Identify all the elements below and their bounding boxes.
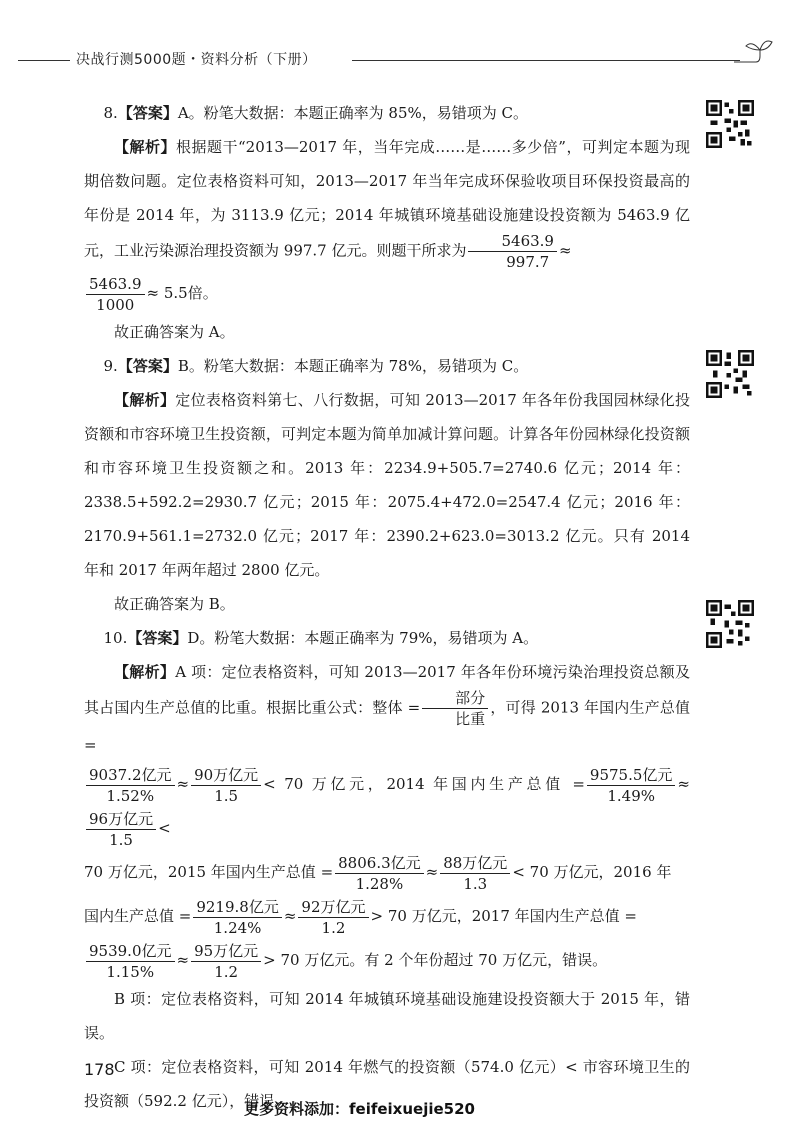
gdp-2016-lead: 国内生产总值 = [84,907,192,925]
gdp-2015-fraction-exact [335,854,424,893]
page-number: 178 [84,1060,115,1079]
gdp-2014-fraction-exact [587,766,676,805]
q8-fraction-2-numerator: 5463.9 [86,275,145,295]
gdp-2016-numerator-approx: 92万亿元 [298,898,368,918]
gdp-2014-numerator-approx: 96万亿元 [86,810,156,830]
gdp-2015-fraction-approx [440,854,510,893]
gdp-2016-fraction-approx [298,898,368,937]
gdp-2016-denominator-approx: 1.2 [321,918,346,937]
gdp-2017-fraction-approx [191,942,261,981]
q8-formula-line [84,271,690,315]
q10-answer-text: D。粉笔大数据：本题正确率为 79%，易错项为 A。 [187,629,539,647]
q8-result: ≈ 5.5倍。 [146,284,218,302]
approx-sign: ≈ [677,775,690,793]
q8-number: 8. [103,104,118,122]
q8-answer-text: A。粉笔大数据：本题正确率为 85%，易错项为 C。 [177,104,529,122]
sprout-icon [734,36,774,66]
qr-code-q8[interactable] [706,100,754,148]
gdp-2015-denominator-approx: 1.3 [463,874,488,893]
q8-conclusion: 故正确答案为 A。 [114,323,235,341]
gdp-2015-denominator-exact: 1.28% [355,874,404,893]
approx-sign: ≈ [176,775,190,793]
q9-answer-text: B。粉笔大数据：本题正确率为 78%，易错项为 C。 [177,357,529,375]
qr-code-q10[interactable] [706,600,754,648]
gdp-2017-numerator-exact: 9539.0亿元 [86,942,175,962]
q8-fraction-1-numerator: 5463.9 [468,232,557,252]
gdp-2014-fraction-approx [86,810,156,849]
gdp-2016-fraction-exact [193,898,282,937]
gdp-2014-denominator-approx: 1.5 [109,830,133,849]
ratio-formula-fraction [422,689,488,728]
q9-analysis [84,383,690,587]
q8-approx-sign: ≈ [558,241,572,260]
footer-note: 更多资料添加：feifeixuejie520 [244,1100,475,1118]
q10-analysis-tag: 【解析】 [114,663,176,681]
gdp-2014-numerator-exact: 9575.5亿元 [587,766,676,786]
gdp-2017-numerator-approx: 95万亿元 [191,942,261,962]
gdp-2017-denominator-exact: 1.15% [106,962,155,981]
header-line-left [18,60,70,61]
q9-analysis-text: 定位表格资料第七、八行数据，可知 2013—2017 年各年份我国园林绿化投资额和市容环境卫生投资额，可判定本题为简单加减计算问题。计算各年份园林绿化投资额和市容环境卫生投资额之和。2013 年：2234.9+505.7=2740.6 亿元；2014 年：2338.5+592.2=2930.7 亿元；2015 年：2075.4+472.0=2547.4 亿元；2016 年：2170.9+561.1=2732.0 亿元；2017 年：2390.2+623.0=3013.2 亿元。只有 2014 年和 2017 年两年超过 2800 亿元。 [84,391,690,579]
approx-sign: ≈ [176,951,190,969]
gdp-2015-conclusion: < 70 万亿元，2016 年 [512,863,672,881]
q10-a-intro-tail: ，可得 2013 年国内生产总值 = [84,698,690,754]
page-content [84,96,690,1118]
q10-formula-2015 [84,850,690,894]
gdp-2015-numerator-approx: 88万亿元 [440,854,510,874]
gdp-2016-numerator-exact: 9219.8亿元 [193,898,282,918]
q10-analysis-a [84,655,690,762]
qr-code-q9[interactable] [706,350,754,398]
gdp-2016-denominator-exact: 1.24% [213,918,262,937]
gdp-2013-numerator-approx: 90万亿元 [191,766,261,786]
gdp-2014-denominator-exact: 1.49% [607,786,655,805]
q10-formula-2013-2014 [84,762,690,850]
gdp-2013-fraction-approx [191,766,261,805]
gdp-2015-numerator-exact: 8806.3亿元 [335,854,424,874]
q8-fraction-1 [468,232,557,271]
q10-answer-line [84,621,690,655]
q8-fraction-2 [86,275,145,314]
ratio-formula-numerator: 部分 [422,689,488,709]
q9-analysis-tag: 【解析】 [114,391,176,409]
q9-answer-line [84,349,690,383]
q8-analysis-tag: 【解析】 [114,138,177,156]
q10-a-intro: A 项：定位表格资料，可知 2013—2017 年各年份环境污染治理投资总额及其占国内生产总值的比重。根据比重公式：整体 = [84,663,690,717]
ratio-formula-denominator: 比重 [455,710,486,728]
q10-number: 10. [103,629,128,647]
q10-analysis-b: B 项：定位表格资料，可知 2014 年城镇环境基础设施建设投资额大于 2015 年，错误。 [84,990,690,1042]
q9-number: 9. [103,357,118,375]
gdp-2017-denominator-approx: 1.2 [214,962,239,981]
q10-answer-tag: 【答案】 [127,629,188,647]
less-than-sign: < [158,819,171,837]
header-line-right [352,60,740,61]
running-header-title: 决战行测5000题・资料分析（下册） [76,52,317,68]
gdp-2013-denominator-approx: 1.5 [214,786,239,805]
q9-conclusion: 故正确答案为 B。 [114,595,235,613]
q10-formula-2016 [84,894,690,938]
q8-fraction-2-denominator: 1000 [96,295,135,314]
q8-fraction-1-denominator: 997.7 [506,253,550,271]
gdp-2013-numerator-exact: 9037.2亿元 [86,766,175,786]
approx-sign: ≈ [425,863,439,881]
q10-formula-2017 [84,938,690,982]
gdp-2016-conclusion: > 70 万亿元，2017 年国内生产总值 = [370,907,637,925]
gdp-2013-denominator-exact: 1.52% [106,786,155,805]
gdp-2013-fraction-exact [86,766,175,805]
q9-answer-tag: 【答案】 [117,357,178,375]
q8-answer-tag: 【答案】 [117,104,178,122]
q8-analysis-text: 根据题干“2013—2017 年，当年完成……是……多少倍”，可判定本题为现期倍数问题。定位表格资料可知，2013—2017 年当年完成环保验收项目环保投资最高的年份是 2014 年，为 3113.9 亿元；2014 年城镇环境基础设施建设投资额为 5463.9 亿元，工业污染源治理投资额为 997.7 亿元。则题干所求为 [84,138,690,260]
approx-sign: ≈ [283,907,297,925]
q10-analysis-c: C 项：定位表格资料，可知 2014 年燃气的投资额（574.0 亿元）< 市容环境卫生的投资额（592.2 亿元），错误。 [84,1058,690,1110]
gdp-2014-conclusion: 70 万亿元，2015 年国内生产总值 = [84,863,334,881]
q8-answer-line [84,96,690,130]
q8-analysis [84,130,690,271]
gdp-2013-conclusion: < 70 万亿元，2014 年国内生产总值 = [263,775,585,793]
gdp-2017-conclusion: > 70 万亿元。有 2 个年份超过 70 万亿元，错误。 [263,951,608,969]
gdp-2017-fraction-exact [86,942,175,981]
